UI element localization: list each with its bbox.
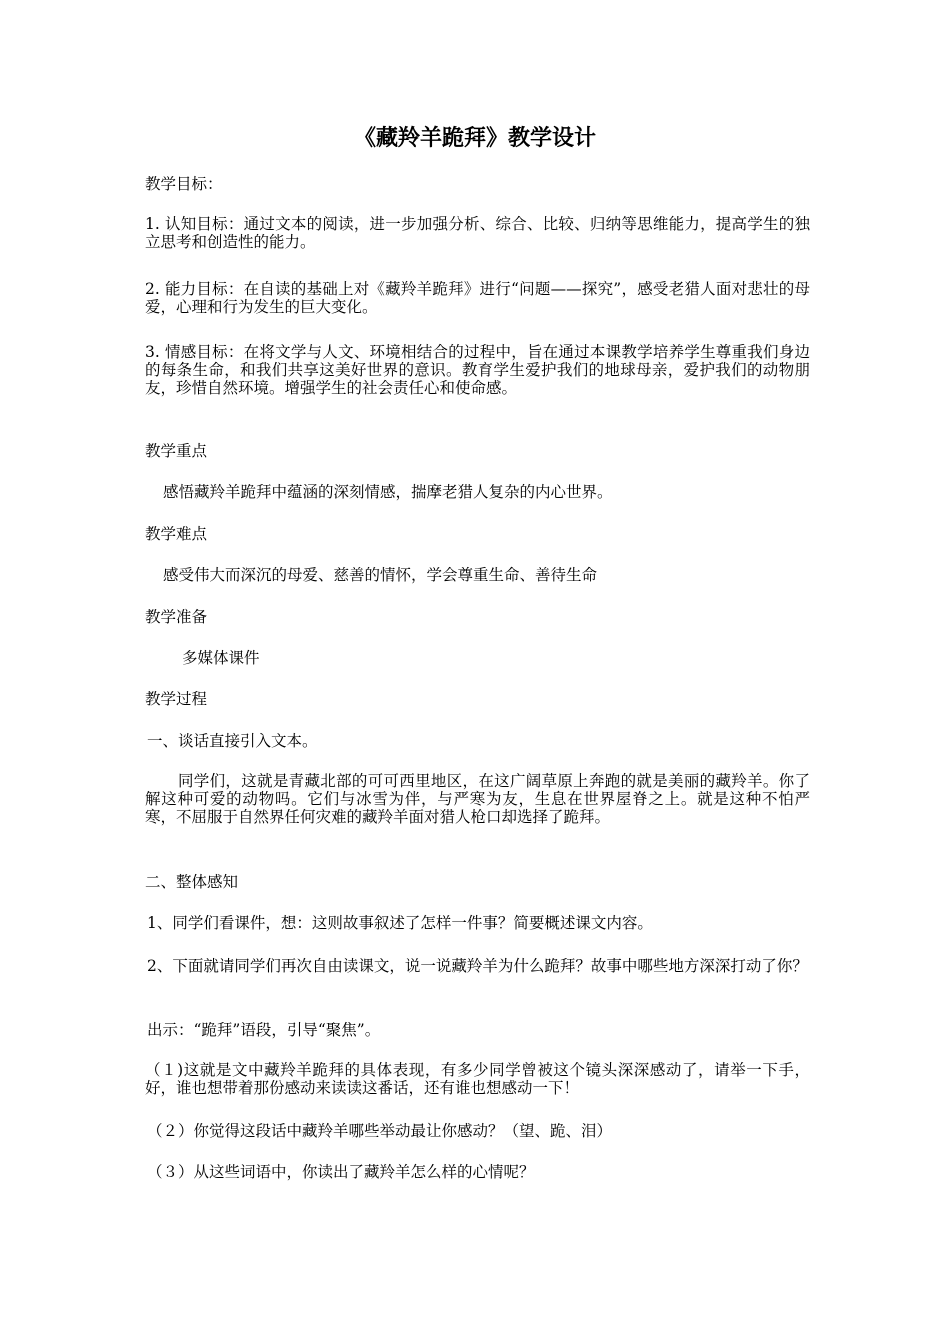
- section-1-text: 同学们，这就是青藏北部的可可西里地区，在这广阔草原上奔跑的就是美丽的藏羚羊。你了解这种可爱的动物吗。它们与冰雪为伴，与严寒为友，生息在世界屋脊之上。就是这种不怕严寒，不屈服于自然界任何灾难的藏羚羊面对猎人枪口却选择了跪拜。: [145, 772, 810, 826]
- section-2-heading: 二、整体感知: [145, 873, 239, 891]
- question-3: （３）从这些词语中，你读出了藏羚羊怎么样的心情呢？: [147, 1163, 535, 1181]
- prep-text: 多媒体课件: [182, 649, 260, 667]
- focus-heading: 教学重点: [145, 442, 208, 460]
- reading-question: 2、下面就请同学们再次自由读课文，说一说藏羚羊为什么跪拜？故事中哪些地方深深打动了你？: [147, 957, 808, 975]
- goals-heading: 教学目标：: [145, 175, 223, 193]
- goal-emotion: 3. 情感目标：在将文学与人文、环境相结合的过程中，旨在通过本课教学培养学生尊重我们身边的每条生命，和我们共享这美好世界的意识。教育学生爱护我们的地球母亲，爱护我们的动物朋友，珍惜自然环境。增强学生的社会责任心和使命感。: [145, 343, 810, 397]
- show-instruction: 出示：“跪拜”语段，引导“聚焦”。: [147, 1021, 381, 1039]
- process-heading: 教学过程: [145, 690, 208, 708]
- goal-ability: 2. 能力目标：在自读的基础上对《藏羚羊跪拜》进行“问题——探究”，感受老猎人面对悲壮的母爱，心理和行为发生的巨大变化。: [145, 280, 810, 316]
- focus-text: 感悟藏羚羊跪拜中蕴涵的深刻情感，揣摩老猎人复杂的内心世界。: [163, 483, 613, 501]
- goal-cognitive: 1. 认知目标：通过文本的阅读，进一步加强分析、综合、比较、归纳等思维能力，提高学生的独立思考和创造性的能力。: [145, 215, 810, 251]
- section-1-heading: 一、谈话直接引入文本。: [147, 732, 318, 750]
- prep-heading: 教学准备: [145, 608, 208, 626]
- question-2: （２）你觉得这段话中藏羚羊哪些举动最让你感动？（望、跪、泪）: [147, 1122, 613, 1140]
- overview-question: 1、同学们看课件，想：这则故事叙述了怎样一件事？简要概述课文内容。: [147, 914, 653, 932]
- question-1: （１)这就是文中藏羚羊跪拜的具体表现，有多少同学曾被这个镜头深深感动了，请举一下手，好，谁也想带着那份感动来读读这番话，还有谁也想感动一下！: [145, 1061, 810, 1097]
- document-title: 《藏羚羊跪拜》教学设计: [353, 125, 596, 151]
- difficulty-text: 感受伟大而深沉的母爱、慈善的情怀，学会尊重生命、善待生命: [163, 566, 598, 584]
- difficulty-heading: 教学难点: [145, 525, 208, 543]
